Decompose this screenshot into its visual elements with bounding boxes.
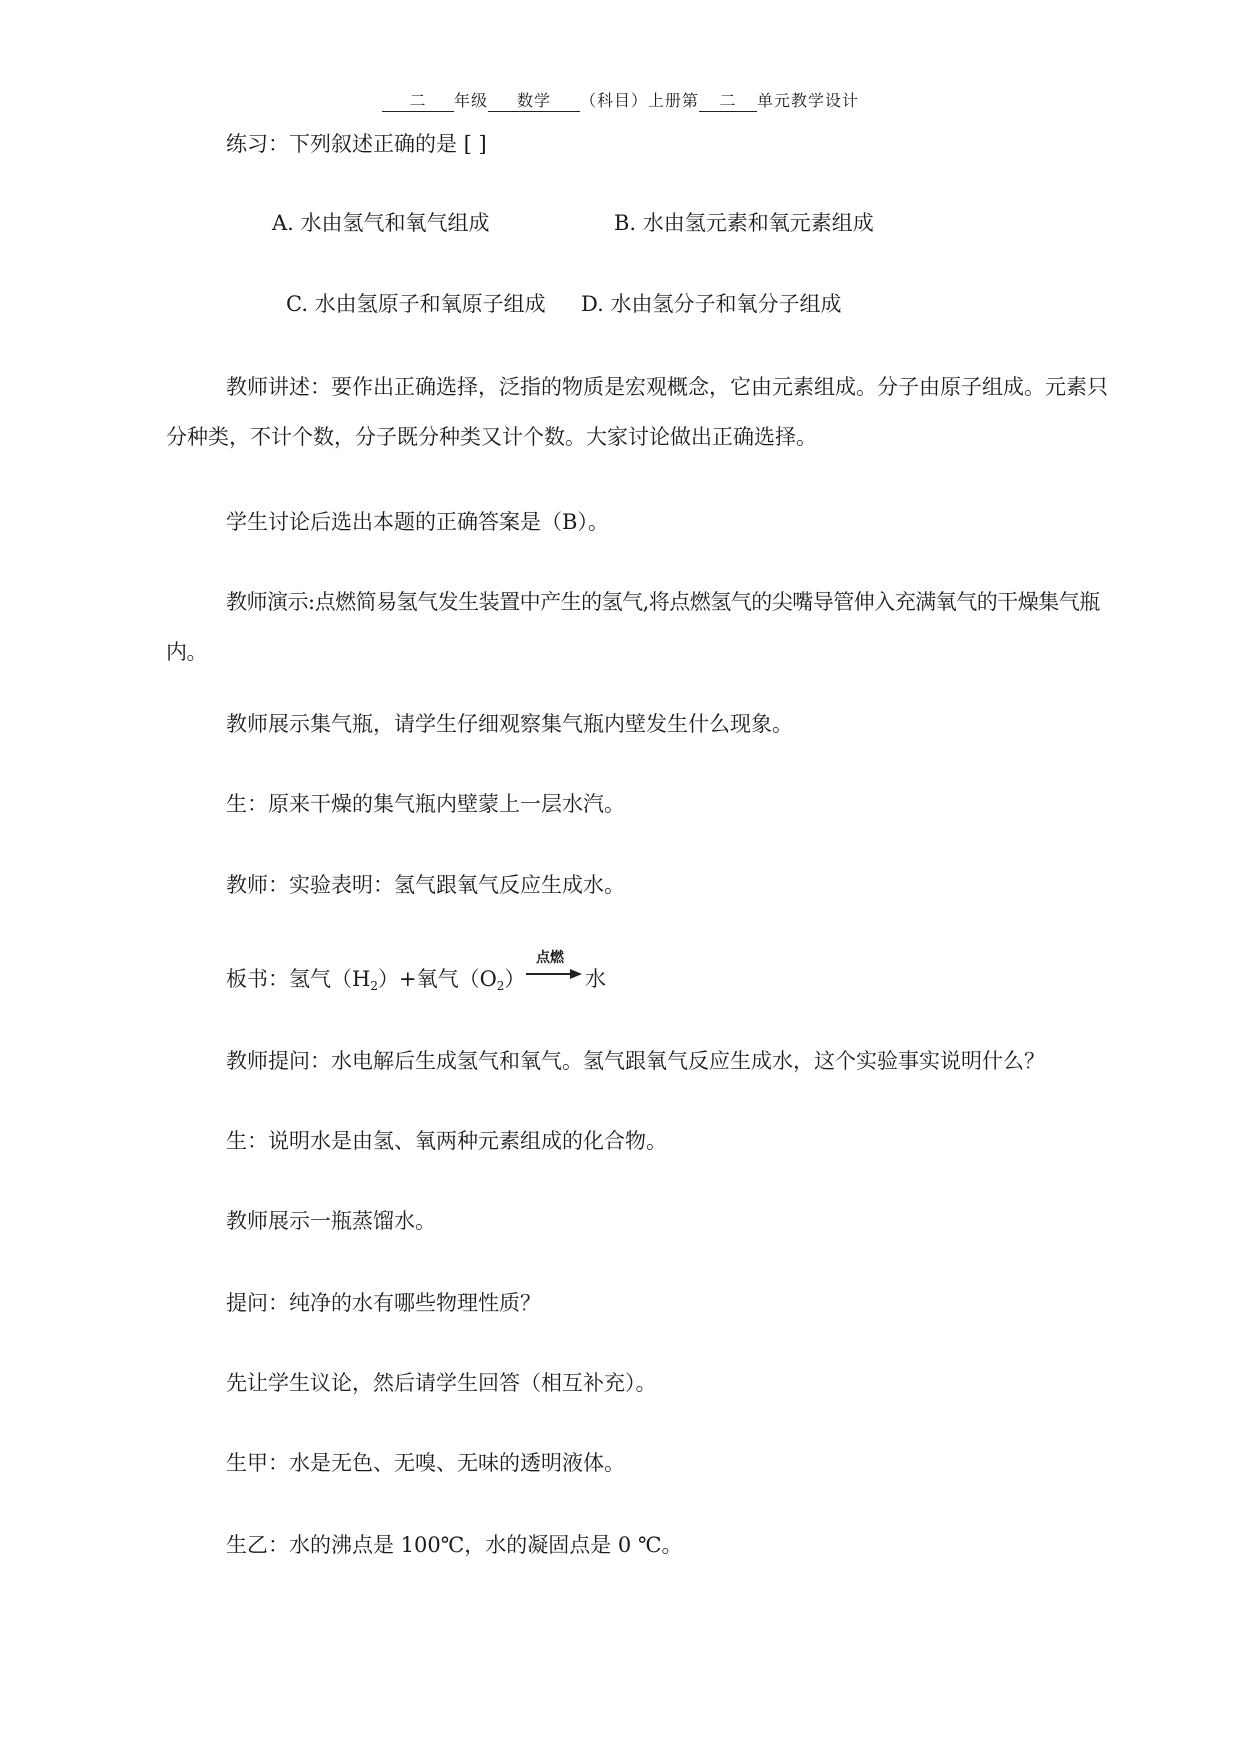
page-header [0, 88, 1241, 112]
teacher-distilled: 教师展示一瓶蒸馏水。 [226, 1209, 436, 1233]
option-a: A. 水由氢气和氧气组成 [272, 211, 490, 235]
ignition-condition: 点燃 [536, 950, 564, 966]
practice-question: 练习：下列叙述正确的是 [ ] [226, 132, 487, 156]
option-b: B. 水由氢元素和氧元素组成 [614, 211, 874, 235]
equation-product: 水 [585, 967, 606, 991]
o2-subscript: 2 [496, 979, 505, 993]
grade-value: 二 [382, 91, 454, 112]
student-explain: 生：说明水是由氢、氧两种元素组成的化合物。 [226, 1129, 667, 1153]
student-answer: 学生讨论后选出本题的正确答案是（B）。 [226, 510, 609, 534]
teacher-show: 教师展示集气瓶，请学生仔细观察集气瓶内壁发生什么现象。 [226, 712, 793, 736]
teacher-explain-paragraph: 教师讲述：要作出正确选择，泛指的物质是宏观概念，它由元素组成。分子由原子组成。元素只分种类，不计个数，分子既分种类又计个数。大家讨论做出正确选择。 [166, 375, 1108, 449]
equation-prefix: 板书：氢气（H [226, 967, 371, 991]
unit-suffix: 单元教学设计 [757, 91, 860, 110]
equation-close: ） [504, 967, 526, 991]
student-b: 生乙：水的沸点是 100℃，水的凝固点是 0 ℃。 [226, 1533, 683, 1557]
subject-label: （科目）上册第 [579, 91, 699, 110]
student-a: 生甲：水是无色、无嗅、无味的透明液体。 [226, 1451, 625, 1475]
teacher-demo-paragraph: 教师演示:点燃简易氢气发生装置中产生的氢气,将点燃氢气的尖嘴导管伸入充满氧气的干燥集气瓶内。 [166, 590, 1100, 664]
teacher-question: 教师提问：水电解后生成氢气和氧气。氢气跟氧气反应生成水，这个实验事实说明什么？ [226, 1049, 1045, 1073]
reaction-arrow [524, 950, 584, 982]
grade-suffix: 年级 [453, 91, 488, 110]
arrow-icon [524, 967, 584, 981]
teacher-conclude: 教师：实验表明：氢气跟氧气反应生成水。 [226, 873, 625, 897]
chemical-equation [226, 967, 525, 998]
student-observe: 生：原来干燥的集气瓶内壁蒙上一层水汽。 [226, 792, 625, 816]
equation-middle: ）+氧气（O [377, 967, 497, 991]
ask-properties: 提问：纯净的水有哪些物理性质？ [226, 1291, 541, 1315]
option-d: D. 水由氢分子和氧分子组成 [581, 292, 842, 316]
discuss-first: 先让学生议论，然后请学生回答（相互补充）。 [226, 1371, 657, 1395]
subject-value: 数学 [488, 91, 580, 112]
h2-subscript: 2 [370, 979, 378, 993]
option-c: C. 水由氢原子和氧原子组成 [286, 292, 546, 316]
unit-value: 二 [699, 91, 757, 112]
